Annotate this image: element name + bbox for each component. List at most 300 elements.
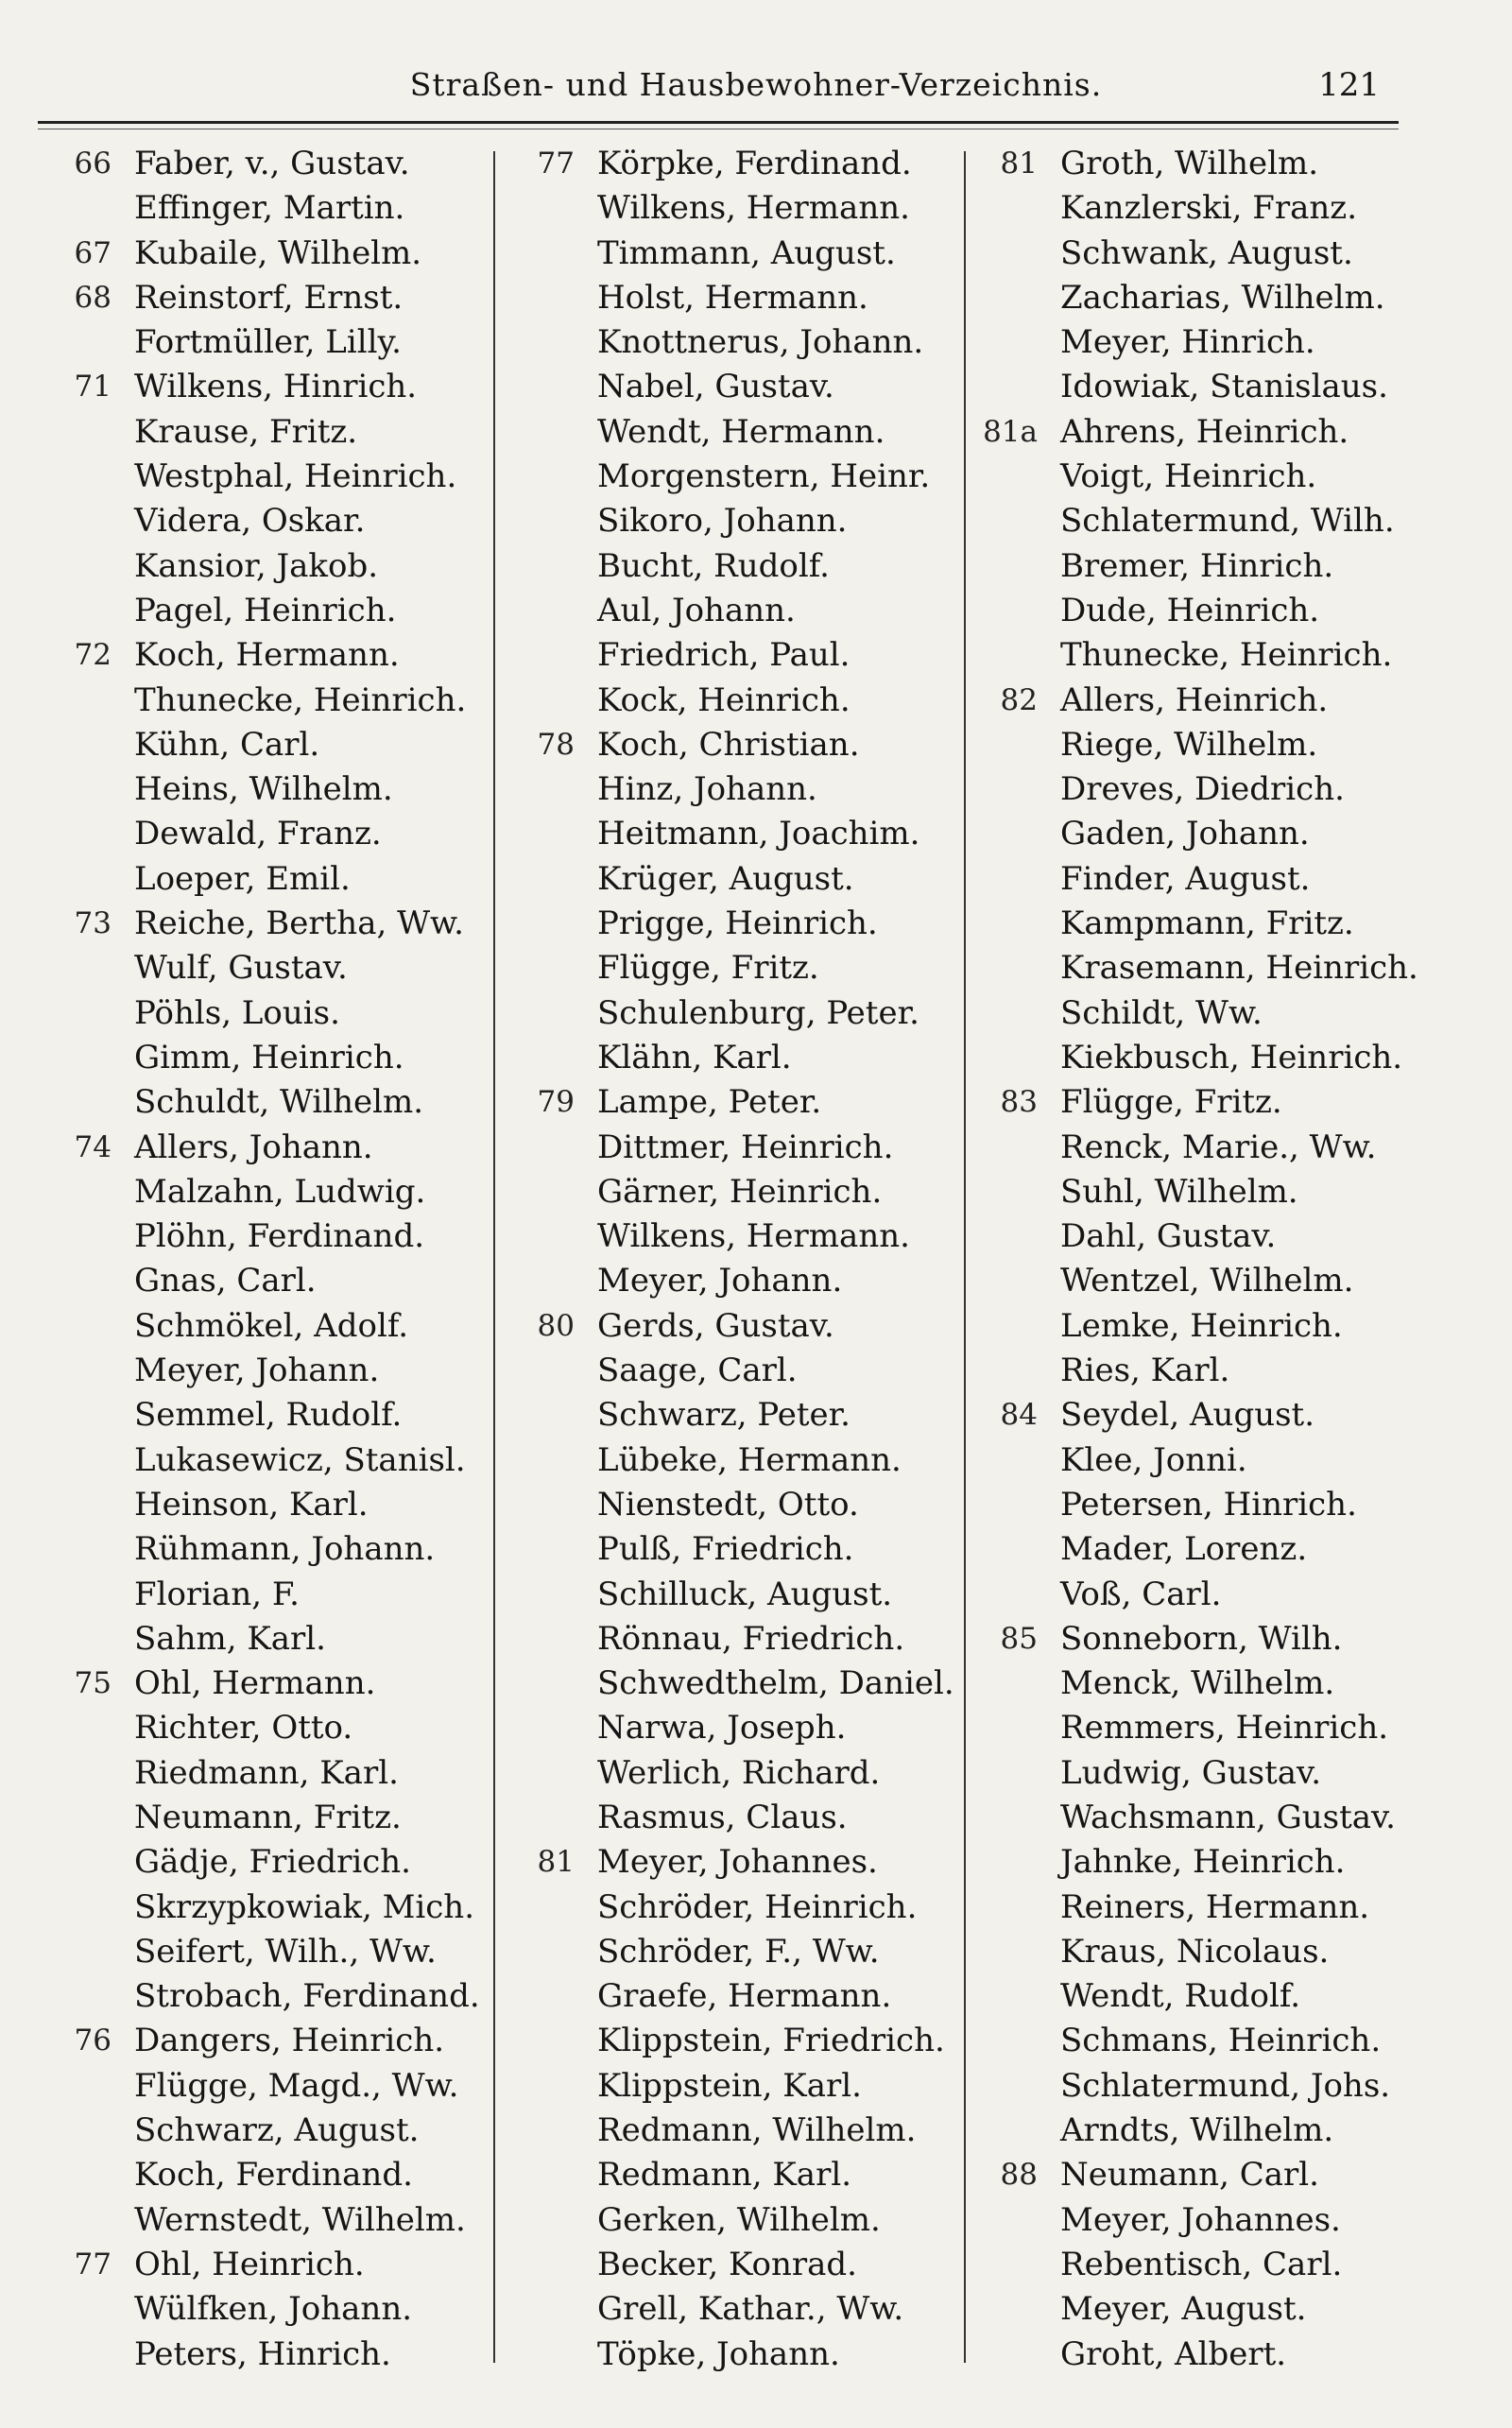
resident-name: Allers, Johann. [134,1128,373,1166]
directory-entry [983,946,1474,990]
directory-entry [983,1573,1474,1617]
resident-name: Malzahn, Ludwig. [134,1172,426,1211]
directory-entry [520,589,956,633]
resident-name: Flügge, Fritz. [1060,1083,1282,1122]
directory-entry [57,812,487,856]
resident-name: Morgenstern, Heinr. [597,457,931,496]
resident-name: Seifert, Wilh., Ww. [134,1932,437,1971]
resident-name: Riedmann, Karl. [134,1753,399,1792]
directory-entry [983,1483,1474,1527]
directory-entry [57,320,487,365]
resident-name: Reiche, Bertha, Ww. [134,904,464,943]
directory-entry [520,946,956,990]
directory-entry [983,1662,1474,1706]
resident-name: Gaden, Johann. [1060,815,1310,853]
house-number: 83 [1000,1085,1038,1120]
house-number: 81 [1000,146,1038,181]
house-number: 68 [74,280,112,315]
resident-name: Prigge, Heinrich. [597,904,878,943]
directory-entry [520,1126,956,1170]
directory-entry [983,276,1474,320]
column-separator [964,151,966,2363]
resident-name: Hinz, Johann. [597,770,817,809]
directory-entry [520,2198,956,2243]
directory-entry [520,232,956,276]
resident-name: Körpke, Ferdinand. [597,145,912,182]
directory-entry [983,1930,1474,1974]
resident-name: Faber, v., Gustav. [134,145,410,182]
directory-entry [983,767,1474,812]
resident-name: Wachsmann, Gustav. [1060,1798,1396,1836]
resident-name: Neumann, Carl. [1060,2156,1319,2195]
resident-name: Becker, Konrad. [597,2245,857,2283]
directory-entry [520,2064,956,2109]
directory-entry [983,1170,1474,1214]
directory-entry [520,1527,956,1572]
resident-name: Pulß, Friedrich. [597,1530,854,1569]
directory-entry [520,2109,956,2153]
resident-name: Finder, August. [1060,859,1311,898]
resident-name: Loeper, Emil. [134,859,351,898]
directory-entry [57,1483,487,1527]
resident-name: Wilkens, Hermann. [597,189,910,228]
resident-name: Schlatermund, Johs. [1060,2066,1391,2105]
resident-name: Fortmüller, Lilly. [134,323,402,362]
resident-name: Rebentisch, Carl. [1060,2245,1343,2283]
resident-name: Klippstein, Friedrich. [597,2022,945,2060]
resident-name: Voß, Carl. [1060,1575,1222,1613]
directory-entry [520,1840,956,1885]
resident-name: Petersen, Hinrich. [1060,1485,1357,1524]
resident-name: Meyer, Johann. [597,1262,843,1300]
directory-entry [983,1840,1474,1885]
directory-entry [520,1796,956,1840]
resident-name: Kansior, Jakob. [134,546,379,585]
directory-entry [983,1259,1474,1303]
directory-entry [983,2333,1474,2377]
directory-entry [57,544,487,589]
directory-entry [520,276,956,320]
directory-entry [57,1662,487,1706]
directory-entry [57,1080,487,1125]
resident-name: Kock, Heinrich. [597,680,850,719]
resident-name: Heitmann, Joachim. [597,815,920,853]
resident-name: Pagel, Heinrich. [134,591,397,629]
resident-name: Dude, Heinrich. [1060,591,1320,629]
directory-entry [57,1393,487,1438]
resident-name: Ries, Karl. [1060,1352,1230,1390]
directory-entry [520,1304,956,1349]
resident-name: Gnas, Carl. [134,1262,317,1300]
directory-entry [983,365,1474,409]
directory-entry [57,946,487,990]
directory-entry [983,1438,1474,1483]
resident-name: Gärner, Heinrich. [597,1172,883,1211]
resident-name: Dreves, Diedrich. [1060,770,1345,809]
house-number: 88 [1000,2158,1038,2193]
directory-entry [520,1349,956,1393]
directory-entry [57,2198,487,2243]
resident-name: Klippstein, Karl. [597,2066,862,2105]
directory-entry [520,902,956,946]
directory-entry [57,1170,487,1214]
resident-name: Aul, Johann. [597,591,796,629]
directory-entry [983,544,1474,589]
directory-entry [57,2243,487,2287]
directory-entry [57,410,487,455]
page-header [0,66,1512,123]
resident-name: Arndts, Wilhelm. [1060,2111,1334,2150]
resident-name: Grell, Kathar., Ww. [597,2290,904,2329]
house-number: 66 [74,146,112,181]
directory-entry [983,410,1474,455]
resident-name: Remmers, Heinrich. [1060,1709,1389,1748]
directory-entry [983,1796,1474,1840]
resident-name: Thunecke, Heinrich. [1060,636,1393,675]
resident-name: Lampe, Peter. [597,1083,822,1122]
directory-entry [983,1974,1474,2019]
directory-entry [520,1662,956,1706]
resident-name: Schwarz, Peter. [597,1396,850,1435]
directory-entry [57,1886,487,1930]
resident-name: Dittmer, Heinrich. [597,1128,894,1166]
resident-name: Redmann, Karl. [597,2156,852,2195]
directory-entry [57,633,487,678]
house-number: 85 [1000,1621,1038,1656]
directory-entry [57,2333,487,2377]
directory-entry [57,1974,487,2019]
directory-entry [520,812,956,856]
house-number: 81a [983,414,1038,449]
directory-entry [520,1617,956,1662]
resident-name: Flügge, Magd., Ww. [134,2066,459,2105]
resident-name: Nienstedt, Otto. [597,1485,859,1524]
resident-name: Schmökel, Adolf. [134,1306,408,1345]
directory-entry [520,320,956,365]
resident-name: Lemke, Heinrich. [1060,1306,1343,1345]
resident-name: Zacharias, Wilhelm. [1060,278,1385,317]
directory-entry [520,2333,956,2377]
directory-entry [520,1886,956,1930]
resident-name: Gerken, Wilhelm. [597,2200,881,2239]
resident-name: Kühn, Carl. [134,725,320,764]
resident-name: Schwank, August. [1060,233,1353,272]
directory-column-3 [983,142,1474,2373]
directory-entry [520,1438,956,1483]
resident-name: Graefe, Hermann. [597,1977,892,2016]
resident-name: Schwarz, August. [134,2111,420,2150]
house-number: 73 [74,906,112,941]
resident-name: Idowiak, Stanislaus. [1060,368,1388,406]
directory-entry [57,1304,487,1349]
resident-name: Semmel, Rudolf. [134,1396,403,1435]
column-separator [493,151,495,2363]
directory-entry [57,2064,487,2109]
resident-name: Klee, Jonni. [1060,1440,1247,1479]
directory-entry [983,633,1474,678]
resident-name: Ludwig, Gustav. [1060,1753,1322,1792]
resident-name: Westphal, Heinrich. [134,457,457,496]
directory-entry [983,2064,1474,2109]
directory-entry [983,1304,1474,1349]
resident-name: Meyer, Johannes. [597,1843,878,1882]
directory-entry [983,455,1474,499]
directory-entry [983,1036,1474,1080]
directory-entry [520,365,956,409]
directory-entry [57,2019,487,2063]
directory-entry [983,142,1474,186]
directory-entry [57,902,487,946]
directory-entry [520,1259,956,1303]
resident-name: Heins, Wilhelm. [134,770,393,809]
directory-entry [983,2109,1474,2153]
resident-name: Wülfken, Johann. [134,2290,413,2329]
resident-name: Krüger, August. [597,859,854,898]
resident-name: Töpke, Johann. [597,2334,840,2373]
resident-name: Lukasewicz, Stanisl. [134,1440,466,1479]
directory-column-2 [520,142,956,2373]
directory-entry [520,2287,956,2332]
directory-entry [983,232,1474,276]
directory-entry [57,1796,487,1840]
directory-entry [983,1527,1474,1572]
resident-name: Sikoro, Johann. [597,502,848,541]
directory-column-1 [57,142,487,2373]
directory-entry [57,1573,487,1617]
directory-entry [520,1930,956,1974]
resident-name: Ohl, Hermann. [134,1664,376,1703]
directory-entry [983,679,1474,723]
resident-name: Allers, Heinrich. [1060,680,1329,719]
resident-name: Effinger, Martin. [134,189,405,228]
resident-name: Pöhls, Louis. [134,993,340,1032]
resident-name: Redmann, Wilhelm. [597,2111,917,2150]
house-number: 76 [74,2023,112,2058]
resident-name: Ohl, Heinrich. [134,2245,365,2283]
resident-name: Plöhn, Ferdinand. [134,1217,425,1256]
directory-entry [983,991,1474,1036]
resident-name: Krause, Fritz. [134,412,358,451]
directory-entry [983,1393,1474,1438]
house-number: 71 [74,370,112,405]
resident-name: Wendt, Hermann. [597,412,885,451]
page-number: 121 [1318,66,1380,104]
directory-entry [520,410,956,455]
resident-name: Wentzel, Wilhelm. [1060,1262,1354,1300]
directory-entry [57,1126,487,1170]
directory-entry [57,1751,487,1796]
directory-entry [57,1349,487,1393]
directory-entry [57,1930,487,1974]
house-number: 77 [537,146,575,181]
directory-entry [57,2109,487,2153]
directory-entry [983,186,1474,231]
resident-name: Nabel, Gustav. [597,368,834,406]
directory-entry [520,1751,956,1796]
directory-entry [520,455,956,499]
resident-name: Voigt, Heinrich. [1060,457,1317,496]
directory-entry [983,1126,1474,1170]
resident-name: Jahnke, Heinrich. [1060,1843,1346,1882]
directory-entry [57,1706,487,1750]
resident-name: Friedrich, Paul. [597,636,850,675]
resident-name: Schröder, F., Ww. [597,1932,880,1971]
resident-name: Seydel, August. [1060,1396,1315,1435]
resident-name: Wilkens, Hinrich. [134,368,418,406]
resident-name: Schwedthelm, Daniel. [597,1664,954,1703]
directory-entry [520,1393,956,1438]
directory-entry [520,1170,956,1214]
resident-name: Sonneborn, Wilh. [1060,1619,1343,1658]
directory-entry [57,679,487,723]
directory-entry [57,1840,487,1885]
resident-name: Sahm, Karl. [134,1619,326,1658]
directory-entry [520,723,956,767]
directory-entry [983,2243,1474,2287]
resident-name: Koch, Ferdinand. [134,2156,413,2195]
resident-name: Kanzlerski, Franz. [1060,189,1358,228]
directory-entry [520,857,956,902]
house-number: 75 [74,1666,112,1701]
resident-name: Schildt, Ww. [1060,993,1263,1032]
resident-name: Meyer, August. [1060,2290,1307,2329]
resident-name: Videra, Oskar. [134,502,366,541]
house-number: 72 [74,638,112,673]
directory-entry [983,723,1474,767]
directory-entry [520,1080,956,1125]
resident-name: Meyer, Johann. [134,1352,380,1390]
directory-entry [520,2153,956,2197]
directory-entry [520,1974,956,2019]
resident-name: Florian, F. [134,1575,300,1613]
directory-entry [520,2019,956,2063]
directory-entry [983,1349,1474,1393]
directory-entry [520,186,956,231]
directory-entry [57,1214,487,1259]
header-rule [38,121,1399,124]
directory-entry [520,1036,956,1080]
directory-entry [983,1214,1474,1259]
directory-entry [57,2153,487,2197]
directory-entry [983,1886,1474,1930]
resident-name: Koch, Hermann. [134,636,400,675]
directory-entry [57,276,487,320]
house-number: 78 [537,727,575,762]
resident-name: Reinstorf, Ernst. [134,278,404,317]
resident-name: Krasemann, Heinrich. [1060,949,1418,988]
directory-entry [57,1259,487,1303]
resident-name: Gädje, Friedrich. [134,1843,411,1882]
house-number: 67 [74,235,112,270]
house-number: 77 [74,2247,112,2282]
resident-name: Koch, Christian. [597,725,860,764]
resident-name: Wendt, Rudolf. [1060,1977,1301,2016]
resident-name: Groth, Wilhelm. [1060,145,1319,182]
house-number: 81 [537,1845,575,1880]
resident-name: Skrzypkowiak, Mich. [134,1887,475,1926]
resident-name: Schilluck, August. [597,1575,893,1613]
directory-entry [983,857,1474,902]
resident-name: Kraus, Nicolaus. [1060,1932,1330,1971]
resident-name: Riege, Wilhelm. [1060,725,1318,764]
resident-name: Groht, Albert. [1060,2334,1287,2373]
resident-name: Holst, Hermann. [597,278,868,317]
directory-entry [520,1214,956,1259]
resident-name: Strobach, Ferdinand. [134,1977,480,2016]
resident-name: Gerds, Gustav. [597,1306,834,1345]
resident-name: Heinson, Karl. [134,1485,369,1524]
resident-name: Werlich, Richard. [597,1753,881,1792]
resident-name: Narwa, Joseph. [597,1709,847,1748]
directory-entry [520,142,956,186]
resident-name: Peters, Hinrich. [134,2334,391,2373]
resident-name: Meyer, Hinrich. [1060,323,1315,362]
directory-entry [983,589,1474,633]
resident-name: Kampmann, Fritz. [1060,904,1354,943]
directory-entry [983,2153,1474,2197]
directory-entry [57,857,487,902]
directory-entry [57,1036,487,1080]
resident-name: Neumann, Fritz. [134,1798,402,1836]
directory-entry [520,633,956,678]
directory-entry [57,589,487,633]
resident-name: Wernstedt, Wilhelm. [134,2200,466,2239]
resident-name: Schuldt, Wilhelm. [134,1083,424,1122]
directory-entry [57,455,487,499]
directory-entry [57,767,487,812]
directory-entry [983,2019,1474,2063]
house-number: 74 [74,1129,112,1164]
directory-entry [57,1617,487,1662]
directory-entry [520,499,956,543]
resident-name: Schröder, Heinrich. [597,1887,918,1926]
directory-entry [983,1751,1474,1796]
resident-name: Richter, Otto. [134,1709,353,1748]
resident-name: Saage, Carl. [597,1352,798,1390]
directory-entry [57,2287,487,2332]
directory-entry [57,232,487,276]
resident-name: Dahl, Gustav. [1060,1217,1277,1256]
resident-name: Bucht, Rudolf. [597,546,830,585]
directory-entry [57,991,487,1036]
resident-name: Knottnerus, Johann. [597,323,924,362]
directory-entry [520,1483,956,1527]
resident-name: Bremer, Hinrich. [1060,546,1334,585]
resident-name: Reiners, Hermann. [1060,1887,1370,1926]
directory-entry [520,1573,956,1617]
directory-entry [983,1617,1474,1662]
directory-entry [57,365,487,409]
directory-entry [983,2287,1474,2332]
directory-entry [983,1706,1474,1750]
directory-entry [983,1080,1474,1125]
directory-entry [983,320,1474,365]
resident-name: Dewald, Franz. [134,815,382,853]
resident-name: Kubaile, Wilhelm. [134,233,422,272]
resident-name: Suhl, Wilhelm. [1060,1172,1298,1211]
resident-name: Schmans, Heinrich. [1060,2022,1382,2060]
directory-entry [57,186,487,231]
directory-entry [520,767,956,812]
resident-name: Lübeke, Hermann. [597,1440,902,1479]
directory-entry [983,902,1474,946]
directory-entry [983,812,1474,856]
resident-name: Thunecke, Heinrich. [134,680,467,719]
resident-name: Schlatermund, Wilh. [1060,502,1395,541]
resident-name: Rühmann, Johann. [134,1530,436,1569]
directory-entry [57,499,487,543]
directory-entry [57,142,487,186]
